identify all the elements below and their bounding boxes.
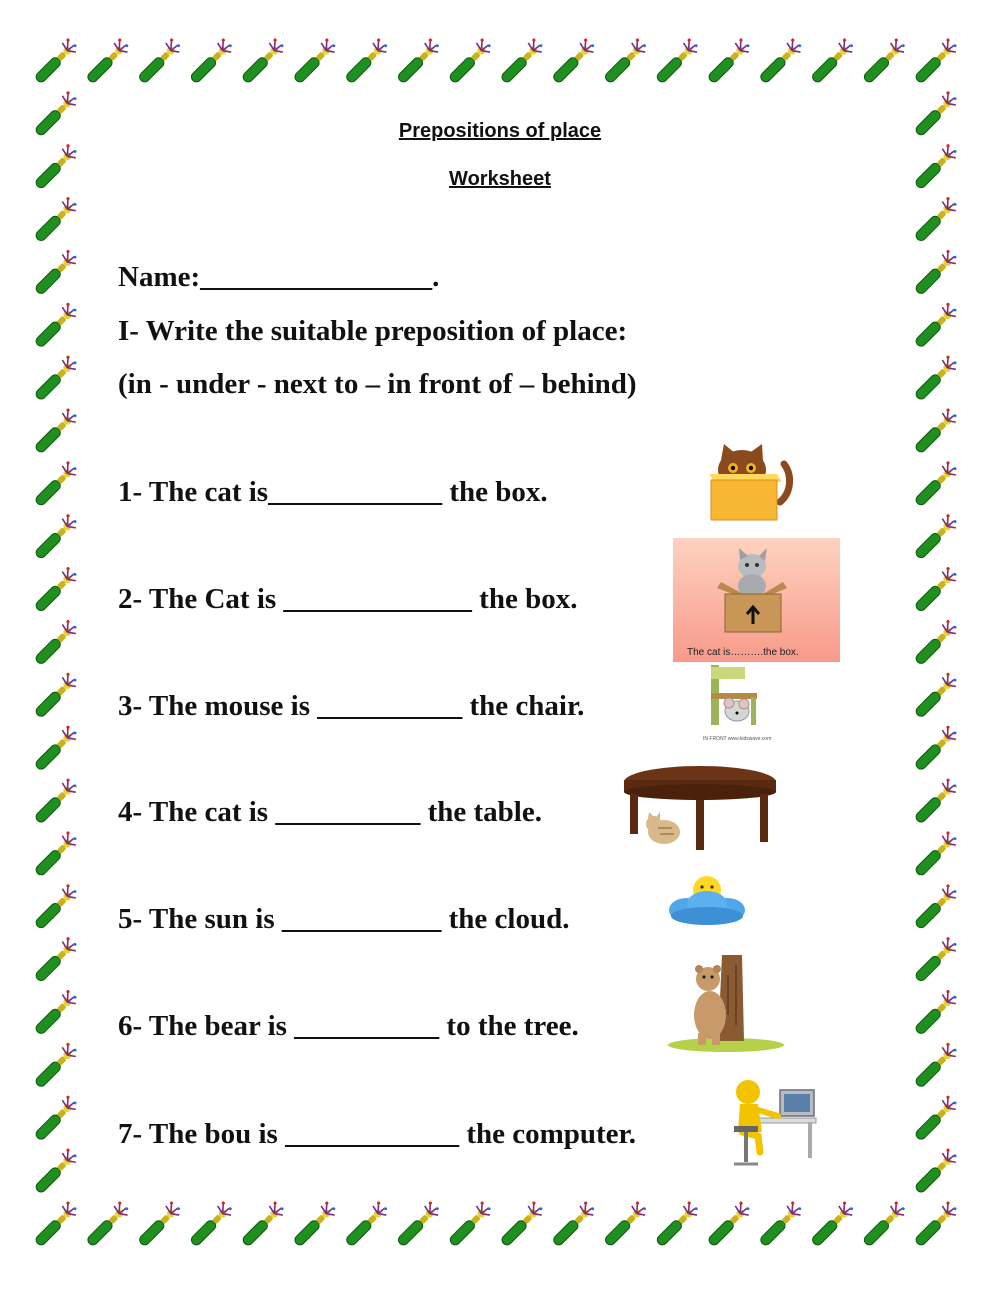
border-bottle-icon: [859, 1200, 907, 1248]
border-bottle-icon: [911, 671, 959, 719]
boy-in-front-of-computer-picture: [728, 1074, 820, 1172]
border-bottle-icon: [31, 1200, 79, 1248]
question-3: 3- The mouse is __________ the chair.: [118, 690, 585, 722]
name-line: Name:________________.: [118, 261, 440, 293]
border-bottle-icon: [135, 37, 183, 85]
question-1: 1- The cat is____________ the box.: [118, 476, 548, 508]
mouse-under-chair-picture: [701, 663, 781, 743]
border-bottle-icon: [31, 566, 79, 614]
border-bottle-icon: [704, 1200, 752, 1248]
border-bottle-icon: [83, 1200, 131, 1248]
border-bottle-icon: [342, 37, 390, 85]
cat-in-box-picture: [673, 538, 840, 662]
border-bottle-icon: [497, 1200, 545, 1248]
border-bottle-icon: [31, 1094, 79, 1142]
cat-under-table-picture: [620, 762, 778, 852]
cat-in-box-caption: The cat is……….the box.: [687, 647, 799, 658]
border-bottle-icon: [187, 1200, 235, 1248]
border-bottle-icon: [549, 1200, 597, 1248]
question-6: 6- The bear is __________ to the tree.: [118, 1010, 579, 1042]
border-bottle-icon: [31, 1041, 79, 1089]
border-bottle-icon: [31, 883, 79, 931]
bear-next-to-tree-picture: [666, 955, 786, 1052]
border-bottle-icon: [31, 724, 79, 772]
border-bottle-icon: [187, 37, 235, 85]
border-bottle-icon: [911, 777, 959, 825]
border-bottle-icon: [31, 354, 79, 402]
border-bottle-icon: [911, 513, 959, 561]
border-bottle-icon: [238, 37, 286, 85]
border-bottle-icon: [31, 830, 79, 878]
border-bottle-icon: [808, 37, 856, 85]
border-bottle-icon: [31, 301, 79, 349]
border-bottle-icon: [601, 1200, 649, 1248]
border-bottle-icon: [911, 1147, 959, 1195]
border-bottle-icon: [652, 1200, 700, 1248]
border-bottle-icon: [31, 1147, 79, 1195]
border-bottle-icon: [290, 1200, 338, 1248]
border-bottle-icon: [31, 248, 79, 296]
border-bottle-icon: [135, 1200, 183, 1248]
border-bottle-icon: [911, 566, 959, 614]
worksheet-subtitle: Worksheet: [449, 168, 551, 190]
border-bottle-icon: [756, 1200, 804, 1248]
border-bottle-icon: [911, 37, 959, 85]
border-bottle-icon: [911, 248, 959, 296]
border-bottle-icon: [31, 671, 79, 719]
border-bottle-icon: [394, 1200, 442, 1248]
border-bottle-icon: [911, 1200, 959, 1248]
border-bottle-icon: [31, 196, 79, 244]
border-bottle-icon: [911, 460, 959, 508]
border-bottle-icon: [31, 513, 79, 561]
word-bank: (in - under - next to – in front of – behind): [118, 368, 637, 400]
sun-behind-cloud-picture: [665, 872, 749, 932]
border-bottle-icon: [911, 407, 959, 455]
cat-behind-box-picture: [706, 444, 796, 522]
question-5: 5- The sun is ___________ the cloud.: [118, 903, 570, 935]
border-bottle-icon: [911, 301, 959, 349]
border-bottle-icon: [290, 37, 338, 85]
mouse-picture-credit: IN FRONT www.kidswave.com: [703, 736, 772, 742]
border-bottle-icon: [342, 1200, 390, 1248]
border-bottle-icon: [445, 1200, 493, 1248]
instruction: I- Write the suitable preposition of place:: [118, 315, 628, 347]
border-bottle-icon: [911, 936, 959, 984]
border-bottle-icon: [859, 37, 907, 85]
border-bottle-icon: [394, 37, 442, 85]
border-bottle-icon: [497, 37, 545, 85]
border-bottle-icon: [31, 936, 79, 984]
border-bottle-icon: [31, 777, 79, 825]
question-2: 2- The Cat is _____________ the box.: [118, 583, 578, 615]
border-bottle-icon: [31, 460, 79, 508]
question-7: 7- The bou is ____________ the computer.: [118, 1118, 637, 1150]
border-bottle-icon: [911, 1041, 959, 1089]
border-bottle-icon: [911, 354, 959, 402]
border-bottle-icon: [31, 989, 79, 1037]
border-bottle-icon: [31, 407, 79, 455]
border-bottle-icon: [911, 883, 959, 931]
border-bottle-icon: [808, 1200, 856, 1248]
question-4: 4- The cat is __________ the table.: [118, 796, 542, 828]
border-bottle-icon: [704, 37, 752, 85]
border-bottle-icon: [911, 830, 959, 878]
border-bottle-icon: [601, 37, 649, 85]
border-bottle-icon: [31, 618, 79, 666]
border-bottle-icon: [911, 196, 959, 244]
border-bottle-icon: [445, 37, 493, 85]
border-bottle-icon: [911, 989, 959, 1037]
worksheet-title: Prepositions of place: [398, 120, 602, 142]
border-bottle-icon: [911, 724, 959, 772]
border-bottle-icon: [31, 37, 79, 85]
border-bottle-icon: [756, 37, 804, 85]
border-bottle-icon: [549, 37, 597, 85]
border-bottle-icon: [238, 1200, 286, 1248]
border-bottle-icon: [83, 37, 131, 85]
border-bottle-icon: [911, 618, 959, 666]
border-bottle-icon: [652, 37, 700, 85]
border-bottle-icon: [911, 1094, 959, 1142]
